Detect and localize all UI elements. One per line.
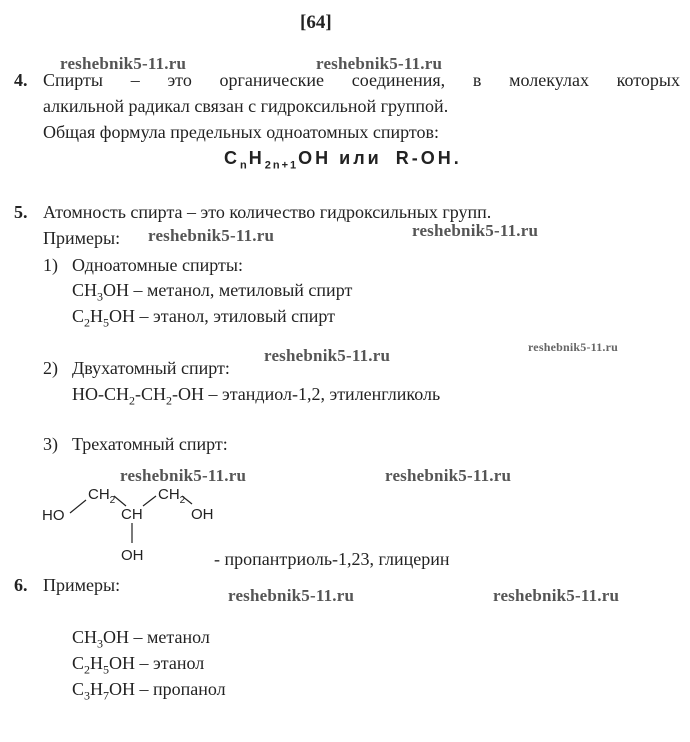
- watermark: reshebnik5-11.ru: [412, 221, 539, 240]
- q4-number: 4.: [14, 70, 28, 90]
- q6-title: Примеры:: [43, 575, 121, 595]
- page-number: [64]: [300, 12, 332, 33]
- q4-line1: Спирты – это органические соединения, в молекулах которых: [43, 70, 680, 90]
- struct-bond: [143, 496, 156, 506]
- watermark: reshebnik5-11.ru: [528, 340, 618, 354]
- q5-item3-title: Трехатомный спирт:: [72, 434, 228, 454]
- watermark: reshebnik5-11.ru: [228, 586, 355, 605]
- q5-ethanediol-name: – этандиол-1,2, этиленгликоль: [204, 384, 441, 404]
- struct-oh-bottom: OH: [121, 547, 144, 564]
- q5-ethanol-line: $C_2H_5OH$ – этанол, этиловый спирт: [72, 306, 336, 330]
- q5-number: 5.: [14, 202, 28, 222]
- q5-item2-title: Двухатомный спирт:: [72, 358, 230, 378]
- struct-ch2-left: $CH_2$: [88, 486, 116, 506]
- struct-ch2-right: $CH_2$: [158, 486, 186, 506]
- q6-methanol-name: – метанол: [129, 627, 210, 647]
- q6-methanol-line: $CH_3OH$ – метанол: [72, 627, 210, 651]
- q5-item1-title: Одноатомные спирты:: [72, 255, 243, 275]
- q5-ethanol-name: – этанол, этиловый спирт: [135, 306, 336, 326]
- struct-oh-right: OH: [191, 506, 214, 523]
- q4-formula-or: или: [339, 148, 382, 168]
- q5-line1: Атомность спирта – это количество гидроксильных групп.: [43, 202, 492, 222]
- q6-propanol-line: $C_3H_7OH$ – пропанол: [72, 679, 226, 703]
- q4-general-formula: $C_nH_{2n+1}OH$ или R-OH.: [224, 148, 462, 172]
- q4-formula-r: R-OH.: [395, 148, 462, 168]
- q5-item1-number: 1): [43, 255, 58, 275]
- q5-examples-label: Примеры:: [43, 228, 121, 248]
- struct-bond: [70, 500, 86, 513]
- q5-ethanediol-line: $HO-CH_2-CH_2-OH$ – этандиол-1,2, этиленгликоль: [72, 384, 441, 408]
- watermark: reshebnik5-11.ru: [120, 466, 247, 485]
- watermark: reshebnik5-11.ru: [264, 346, 391, 365]
- q6-number: 6.: [14, 575, 28, 595]
- watermark: reshebnik5-11.ru: [60, 54, 187, 73]
- glycerol-structure: [30, 476, 230, 572]
- watermark: reshebnik5-11.ru: [148, 226, 275, 245]
- q4-line3: Общая формула предельных одноатомных спиртов:: [43, 122, 440, 142]
- struct-ch: CH: [121, 506, 143, 523]
- q6-ethanol-line: $C_2H_5OH$ – этанол: [72, 653, 205, 677]
- watermark: reshebnik5-11.ru: [385, 466, 512, 485]
- watermark: reshebnik5-11.ru: [493, 586, 620, 605]
- struct-bond: [114, 496, 126, 506]
- watermark: reshebnik5-11.ru: [316, 54, 443, 73]
- q5-glycerol-name: - пропантриоль-1,23, глицерин: [214, 549, 450, 569]
- q6-ethanol-name: – этанол: [135, 653, 205, 673]
- struct-ho: HO: [42, 507, 65, 524]
- q6-propanol-name: – пропанол: [135, 679, 226, 699]
- q4-line2: алкильной радикал связан с гидроксильной группой.: [43, 96, 449, 116]
- q5-item3-number: 3): [43, 434, 58, 454]
- q5-methanol-name: – метанол, метиловый спирт: [129, 280, 353, 300]
- q5-item2-number: 2): [43, 358, 58, 378]
- q5-methanol-line: $CH_3OH$ – метанол, метиловый спирт: [72, 280, 353, 304]
